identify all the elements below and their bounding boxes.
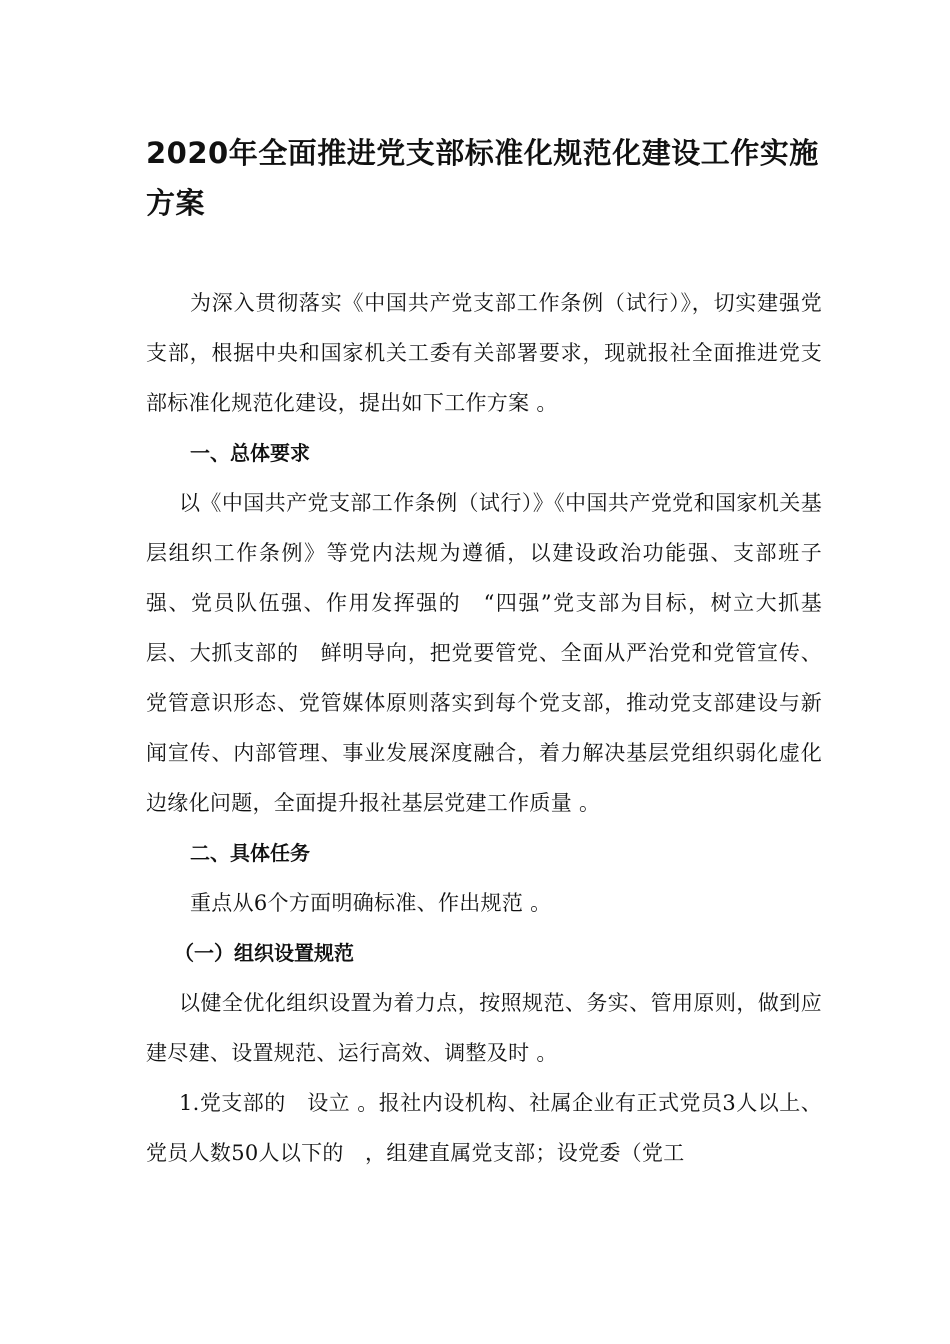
overall-requirements-paragraph: 以《中国共产党支部工作条例（试行）》《中国共产党党和国家机关基层组织工作条例》等党内法规为遵循，以建设政治功能强、支部班子强、党员队伍强、作用发挥强的 “四强”党支部为目标，树立大抓基层、大抓支部的 鲜明导向，把党要管党、全面从严治党和党管宣传、党管意识形态、党管媒体原则落实到每个党支部，推动党支部建设与新闻宣传、内部管理、事业发展深度融合，着力解决基层党组织弱化虚化边缘化问题，全面提升报社基层党建工作质量 。	[146, 491, 822, 815]
section-heading-overall-requirements: 一、总体要求	[190, 441, 310, 465]
document-body	[146, 278, 822, 1178]
specific-tasks-intro: 重点从6个方面明确标准、作出规范 。	[190, 891, 552, 915]
section-heading-specific-tasks: 二、具体任务	[190, 841, 310, 865]
document-title: 2020年全面推进党支部标准化规范化建设工作实施方案	[146, 136, 819, 220]
subsection-heading-organization: （一）组织设置规范	[174, 941, 354, 965]
branch-setup-paragraph: 1.党支部的 设立 。报社内设机构、社属企业有正式党员3人以上、党员人数50人以下的 ，组建直属党支部；设党委（党工	[146, 1091, 822, 1165]
organization-paragraph: 以健全优化组织设置为着力点，按照规范、务实、管用原则，做到应建尽建、设置规范、运行高效、调整及时 。	[146, 991, 822, 1065]
intro-paragraph: 为深入贯彻落实《中国共产党支部工作条例（试行）》，切实建强党支部，根据中央和国家机关工委有关部署要求，现就报社全面推进党支部标准化规范化建设，提出如下工作方案 。	[146, 291, 822, 415]
